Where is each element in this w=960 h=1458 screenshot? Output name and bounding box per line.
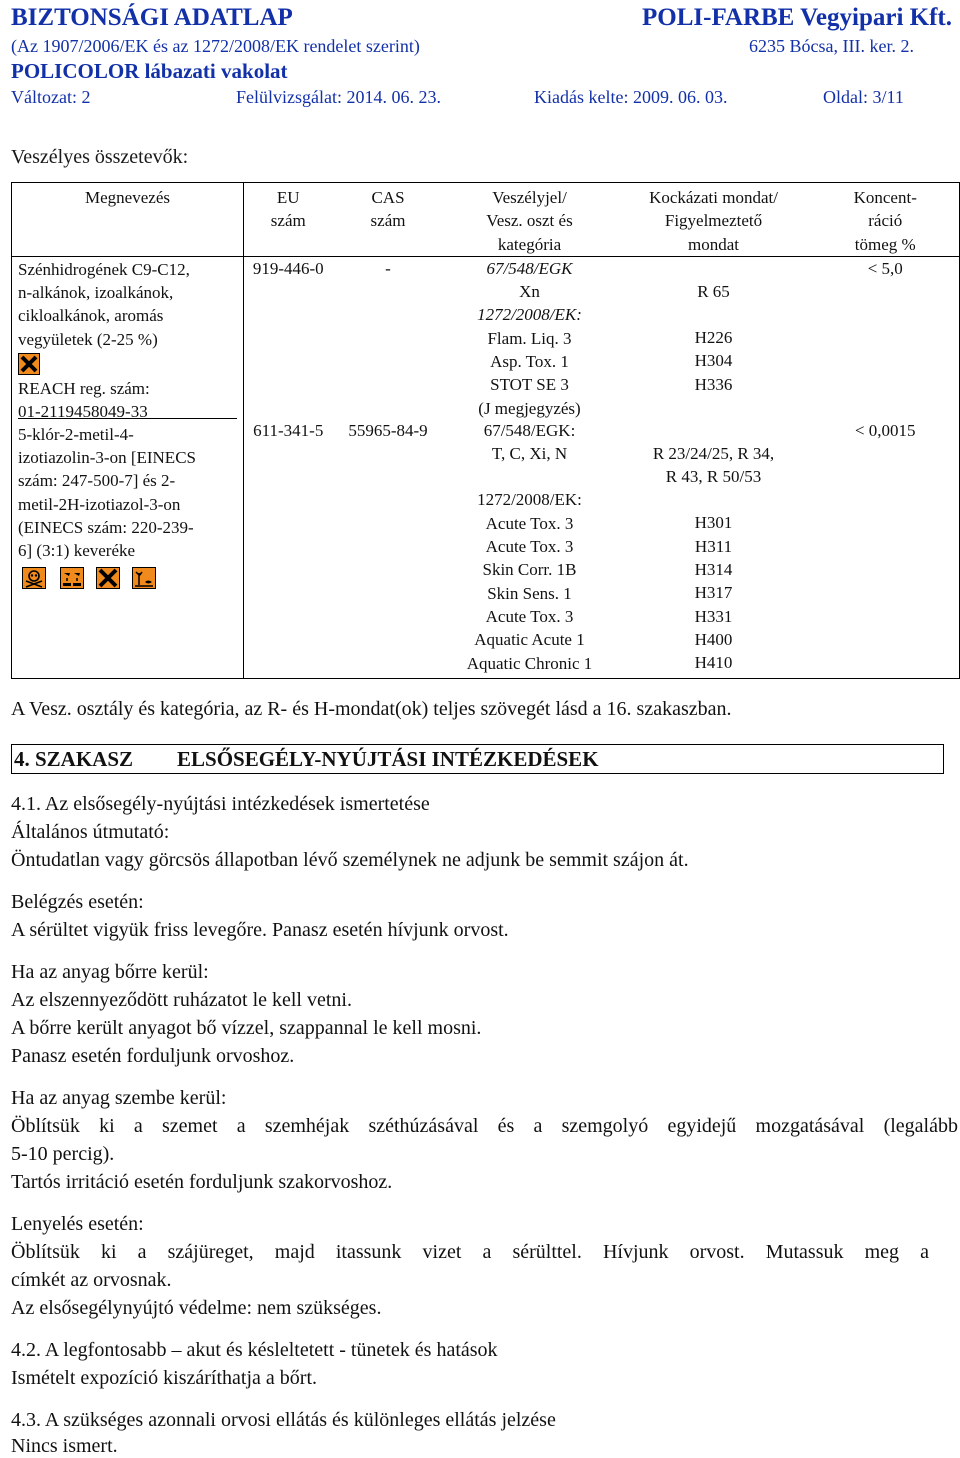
- col-header-classification: Veszélyjel/ Vesz. oszt és kategória: [444, 183, 616, 257]
- component-1-risk: R 65 H226 H304 H336: [694, 281, 733, 394]
- ingestion-text-1: Öblítsük ki a szájüreget, majd itassunk vizet a sérülttel. Hívjunk orvost. Mutassuk meg a: [11, 1241, 929, 1263]
- col-header-cas: CAS szám: [333, 183, 444, 257]
- classification-footnote: A Vesz. osztály és kategória, az R- és H-mondat(ok) teljes szövegét lásd a 16. szakaszban.: [11, 698, 732, 720]
- component-2-eu: 611-341-5: [253, 421, 324, 441]
- skin-heading: Ha az anyag bőrre kerül:: [11, 961, 209, 983]
- component-1-name: Szénhidrogének C9-C12, n-alkánok, izoalkánok, cikloalkánok, aromás vegyületek (2-25 %) REACH reg. szám: 01-2119458049-33: [18, 257, 237, 419]
- section-number: 4. SZAKASZ: [14, 747, 134, 771]
- header-regulation-row: [11, 35, 952, 57]
- inhalation-heading: Belégzés esetén:: [11, 891, 144, 913]
- toxic-skull-icon: [22, 567, 44, 589]
- subsection-4-1: 4.1. Az elsősegély-nyújtási intézkedések ismertetése: [11, 793, 430, 815]
- harmful-x-icon: [18, 353, 40, 375]
- skin-text-2: A bőrre került anyagot bő vízzel, szappannal le kell mosni.: [11, 1017, 482, 1039]
- cas-number-cell: [333, 256, 444, 678]
- environment-icon: [132, 567, 154, 589]
- concentration-cell: [812, 256, 960, 678]
- classification-cell: [444, 256, 616, 678]
- eye-text-1: Öblítsük ki a szemet a szemhéjak széthúzásával és a szemgolyó egyidejű mozgatásával (legalább: [11, 1115, 958, 1137]
- irritant-x-icon: [96, 567, 118, 589]
- general-heading: Általános útmutató:: [11, 821, 170, 843]
- ingestion-text-3: Az elsősegélynyújtó védelme: nem szükséges.: [11, 1297, 382, 1319]
- subsection-4-3: 4.3. A szükséges azonnali orvosi ellátás és különleges ellátás jelzése: [11, 1409, 556, 1431]
- skin-text-1: Az elszennyeződött ruházatot le kell vetni.: [11, 989, 352, 1011]
- document-title: BIZTONSÁGI ADATLAP: [11, 4, 293, 31]
- table-header-row: [12, 183, 960, 257]
- section-title: ELSŐSEGÉLY-NYÚJTÁSI INTÉZKEDÉSEK: [177, 747, 599, 771]
- component-2-concentration: < 0,0015: [854, 421, 916, 441]
- eye-text-2: 5-10 percig).: [11, 1143, 115, 1165]
- eye-heading: Ha az anyag szembe kerül:: [11, 1087, 227, 1109]
- eu-number-cell: [244, 256, 333, 678]
- risk-phrases-cell: [616, 256, 812, 678]
- issue-date: Kiadás kelte: 2009. 06. 03.: [534, 87, 728, 107]
- col-header-concentration: Koncent- ráció tömeg %: [812, 183, 960, 257]
- skin-text-3: Panasz esetén forduljunk orvoshoz.: [11, 1045, 295, 1067]
- names-cell: [12, 256, 244, 678]
- component-1-eu: 919-446-0: [252, 258, 324, 278]
- component-2-classification: 67/548/EGK: T, C, Xi, N 1272/2008/EK: Acute Tox. 3 Acute Tox. 3 Skin Corr. 1B Skin Sens. 1 Acute Tox. 3 Aquatic Acute 1 Aquatic Chronic 1: [466, 420, 593, 673]
- product-name: POLICOLOR lábazati vakolat: [11, 59, 288, 83]
- hazardous-components-table: [11, 182, 960, 679]
- table-body-row: [12, 256, 960, 678]
- general-text: Öntudatlan vagy görcsös állapotban lévő személynek ne adjunk be semmit szájon át.: [11, 849, 689, 871]
- page-number: Oldal: 3/11: [823, 87, 904, 107]
- hazardous-components-label: Veszélyes összetevők:: [11, 146, 189, 168]
- col-header-name: Megnevezés: [12, 183, 244, 257]
- col-header-risk: Kockázati mondat/ Figyelmeztető mondat: [616, 183, 812, 257]
- eye-text-3: Tartós irritáció esetén forduljunk szakorvoshoz.: [11, 1171, 393, 1193]
- symptoms-text: Ismételt expozíció kiszáríthatja a bőrt.: [11, 1367, 317, 1389]
- section-4-heading: [11, 744, 944, 774]
- company-address: 6235 Bócsa, III. ker. 2.: [749, 36, 914, 56]
- component-1-concentration: < 5,0: [867, 258, 903, 278]
- medical-attention-text: Nincs ismert.: [11, 1435, 118, 1457]
- corrosive-icon: [60, 567, 82, 589]
- regulation-text: (Az 1907/2006/EK és az 1272/2008/EK rendelet szerint): [11, 36, 420, 56]
- header-title-row: [11, 4, 952, 32]
- component-1-classification: 67/548/EGK Xn 1272/2008/EK: Flam. Liq. 3 Asp. Tox. 1 STOT SE 3 (J megjegyzés): [477, 258, 582, 418]
- component-2-name: 5-klór-2-metil-4- izotiazolin-3-on [EINECS szám: 247-500-7] és 2- metil-2H-izotiazol-3-on (EINECS szám: 220-239- 6] (3:1) keveréke: [18, 419, 237, 590]
- col-header-eu: EU szám: [244, 183, 333, 257]
- version: Változat: 2: [11, 87, 91, 107]
- subsection-4-2: 4.2. A legfontosabb – akut és késleltetett - tünetek és hatások: [11, 1339, 498, 1361]
- inhalation-text: A sérültet vigyük friss levegőre. Panasz esetén hívjunk orvost.: [11, 919, 509, 941]
- ingestion-text-2: címkét az orvosnak.: [11, 1269, 172, 1291]
- ingestion-heading: Lenyelés esetén:: [11, 1213, 144, 1235]
- review-date: Felülvizsgálat: 2014. 06. 23.: [236, 87, 441, 107]
- component-1-cas: -: [385, 258, 391, 278]
- component-2-risk: R 23/24/25, R 34, R 43, R 50/53 H301 H311 H314 H317 H331 H400 H410: [652, 443, 775, 673]
- company-name: POLI-FARBE Vegyipari Kft.: [642, 4, 952, 31]
- component-2-cas: 55965-84-9: [348, 421, 428, 441]
